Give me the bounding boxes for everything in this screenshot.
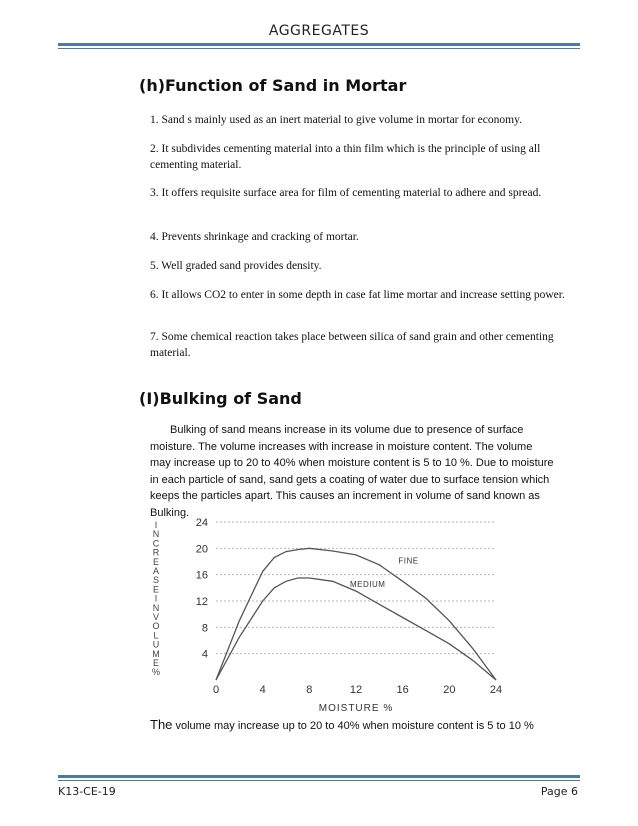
list-item: 3. It offers requisite surface area for film of cementing material to adhere and spread. — [150, 187, 542, 199]
y-axis-label-char: R — [152, 547, 160, 558]
x-tick-label: 8 — [306, 684, 313, 696]
y-axis-label-char: % — [151, 667, 161, 678]
header-rule-thin — [58, 48, 580, 49]
series-line — [216, 548, 496, 680]
y-axis-label-char: O — [152, 621, 160, 632]
y-axis-label-char: N — [152, 602, 160, 613]
y-axis-label-char: I — [154, 593, 158, 604]
y-axis-label-char: N — [152, 529, 160, 540]
y-tick-label: 4 — [201, 648, 208, 661]
x-tick-label: 12 — [349, 684, 363, 696]
y-tick-label: 24 — [195, 517, 208, 529]
y-axis-label-char: E — [152, 556, 160, 567]
series-label: MEDIUM — [349, 580, 386, 590]
footer-rule — [58, 775, 580, 778]
x-tick-label: 24 — [489, 684, 503, 696]
y-tick-label: 12 — [195, 596, 208, 608]
footer-rule-thin — [58, 780, 580, 781]
footer-page-number: Page 6 — [540, 785, 578, 798]
series-line — [216, 578, 496, 680]
list-item: 6. It allows CO2 to enter in some depth in case fat lime mortar and increase setting power. — [150, 289, 565, 301]
list-item: 5. Well graded sand provides density. — [150, 260, 322, 272]
y-axis-label-char: V — [152, 612, 160, 622]
y-axis-label-char: L — [153, 630, 159, 641]
y-axis-label-char: C — [152, 538, 160, 549]
header-rule — [58, 43, 580, 46]
series-label: FINE — [398, 556, 419, 566]
section-h-heading: (h)Function of Sand in Mortar — [139, 76, 407, 95]
bulking-chart — [148, 514, 528, 719]
x-tick-label: 16 — [396, 684, 409, 696]
list-item: 7. Some chemical reaction takes place between silica of sand grain and other cementing material. — [150, 331, 554, 359]
chart-caption — [150, 717, 534, 732]
y-tick-label: 20 — [195, 543, 208, 556]
y-axis-label-char: E — [152, 658, 160, 668]
y-axis-label-char: E — [152, 584, 160, 595]
section-i-heading: (I)Bulking of Sand — [139, 389, 302, 408]
list-item: 2. It subdivides cementing material into a thin film which is the principle of using all cementing material. — [150, 143, 541, 171]
footer-course-code: K13-CE-19 — [58, 785, 116, 798]
y-tick-label: 16 — [195, 569, 208, 582]
bulking-paragraph: Bulking of sand means increase in its volume due to presence of surface moisture. The volume increases with increase in moisture content. The volume may increase up to 20 to 40% when moisture content is 5 to 10 %. Due to moisture in each particle of sand, sand gets a coating of water due to surface tension which keeps the particles apart. This causes an increment in volume of sand known as Bulking. — [150, 424, 554, 519]
y-axis-label-char: M — [152, 648, 160, 659]
page-header-title: AGGREGATES — [268, 23, 370, 39]
x-tick-label: 0 — [212, 684, 220, 696]
x-tick-label: 4 — [259, 684, 266, 696]
y-axis-label-char: I — [154, 520, 158, 530]
y-tick-label: 8 — [201, 622, 208, 635]
x-axis-label: MOISTURE % — [318, 703, 394, 714]
x-tick-label: 20 — [443, 684, 456, 696]
y-axis-label-char: S — [152, 575, 160, 586]
list-item: 4. Prevents shrinkage and cracking of mortar. — [150, 231, 359, 243]
caption-rest: volume may increase up to 20 to 40% when moisture content is 5 to 10 % — [172, 720, 534, 732]
caption-lead: The — [150, 717, 173, 732]
y-axis-label-char: U — [152, 639, 160, 650]
list-item: 1. Sand s mainly used as an inert material to give volume in mortar for economy. — [150, 114, 522, 126]
y-axis-label-char: A — [152, 566, 160, 576]
